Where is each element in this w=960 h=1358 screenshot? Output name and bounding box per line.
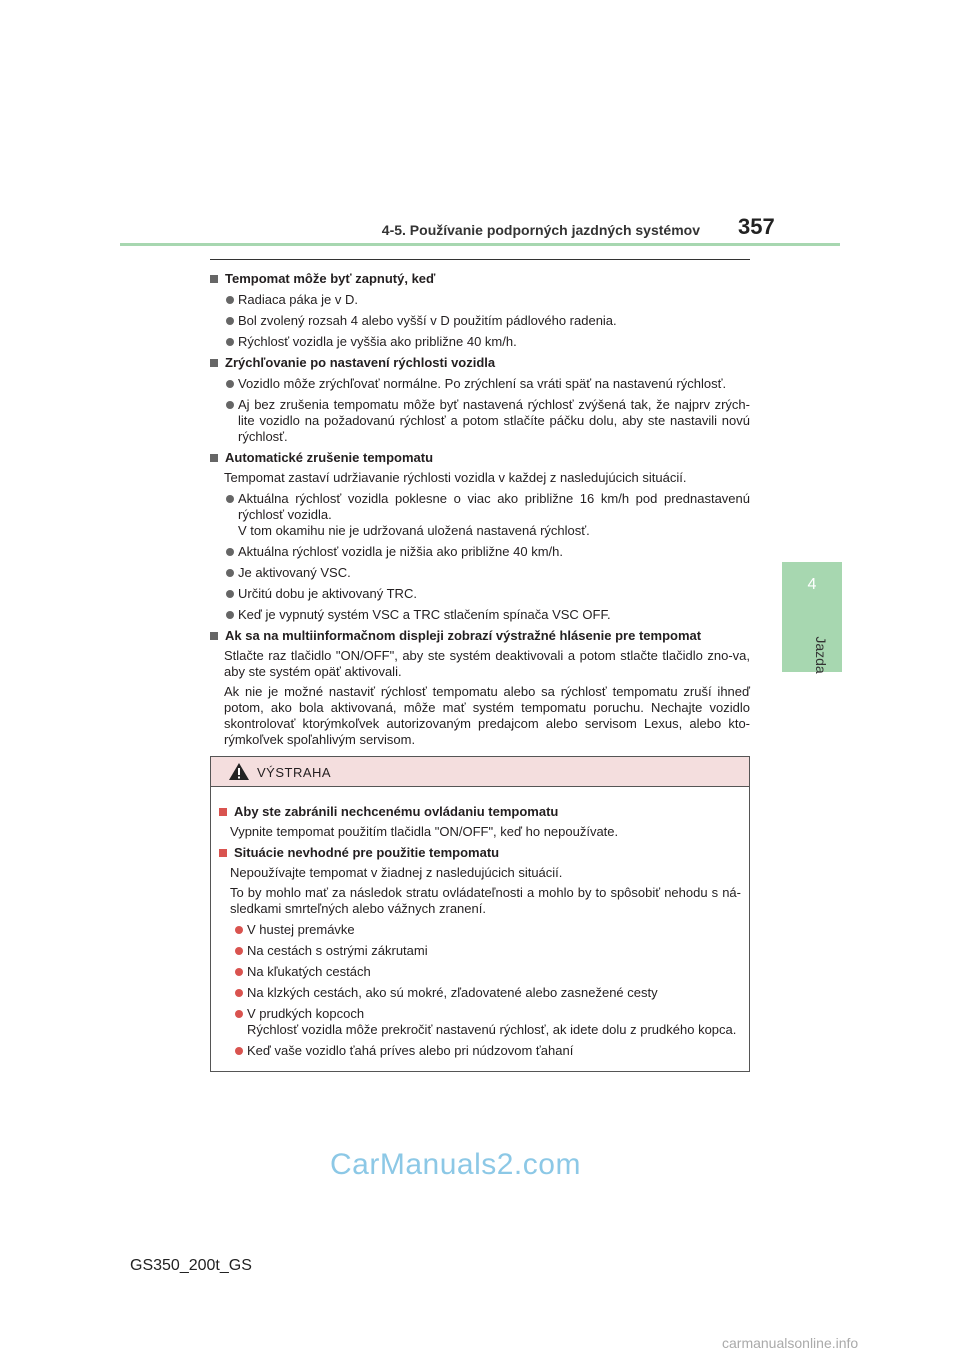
warning-content [219, 799, 741, 1064]
bullet-item: Aj bez zrušenia tempomatu môže byť nastavená rýchlosť zvýšená tak, že najprv zrých-lite vozidlo na požadovanú rýchlosť a potom stlačíte páčku dolu, aby ste nastavili novú rýchlosť. [210, 397, 750, 445]
bullet-item: Rýchlosť vozidla je vyššia ako približne 40 km/h. [210, 334, 750, 350]
main-content [210, 266, 750, 752]
paragraph: Ak nie je možné nastaviť rýchlosť tempomatu alebo sa rýchlosť tempomatu zruší ihneď potom, ako bola aktivovaná, môže mať systém tempomatu poruchu. Nechajte vozidlo skontrolovať ktorýmkoľvek autorizovaným predajcom alebo servisom Lexus, alebo kto-rýmkoľvek spoľahlivým servisom. [224, 684, 750, 747]
paragraph: Tempomat zastaví udržiavanie rýchlosti vozidla v každej z nasledujúcich situácií. [224, 470, 687, 485]
content-top-rule [210, 259, 750, 260]
warning-triangle-icon [228, 762, 250, 781]
watermark-carmanuals2: CarManuals2.com [330, 1148, 581, 1181]
warning-box [210, 756, 750, 1072]
bullet-line: Aktuálna rýchlosť vozidla poklesne o viac ako približne 16 km/h pod prednastavenú rýchlosť vozidla. [238, 491, 750, 522]
bullet-item: Aktuálna rýchlosť vozidla je nižšia ako približne 40 km/h. [210, 544, 750, 560]
section-heading: Aby ste zabránili nechcenému ovládaniu tempomatu [219, 804, 741, 820]
bullet-line: V prudkých kopcoch [247, 1006, 365, 1021]
bullet-item [210, 491, 750, 539]
paragraph: Vypnite tempomat použitím tlačidla "ON/OFF", keď ho nepoužívate. [230, 824, 619, 839]
chapter-number: 4 [807, 576, 817, 593]
chapter-label: Jazda [813, 636, 829, 674]
section-heading: Zrýchľovanie po nastavení rýchlosti vozidla [210, 355, 750, 371]
section-heading: Tempomat môže byť zapnutý, keď [210, 271, 750, 287]
bullet-item [219, 1006, 741, 1038]
bullet-item: Bol zvolený rozsah 4 alebo vyšší v D použitím pádlového radenia. [210, 313, 750, 329]
section-header-title: 4-5. Používanie podporných jazdných systémov [381, 222, 700, 238]
section-heading: Ak sa na multiinformačnom displeji zobrazí výstražné hlásenie pre tempomat [210, 628, 750, 644]
bullet-item: Určitú dobu je aktivovaný TRC. [210, 586, 750, 602]
paragraph: Nepoužívajte tempomat v žiadnej z nasledujúcich situácií. [230, 865, 563, 880]
bullet-item: Keď je vypnutý systém VSC a TRC stlačením spínača VSC OFF. [210, 607, 750, 623]
warning-title: VÝSTRAHA [257, 765, 332, 780]
paragraph: To by mohlo mať za následok stratu ovládateľnosti a mohlo by to spôsobiť nehodu s ná-sledkami smrteľných alebo vážnych zranení. [230, 885, 741, 916]
watermark-carmanualsonline: carmanualsonline.info [722, 1335, 859, 1351]
bullet-item: Je aktivovaný VSC. [210, 565, 750, 581]
bullet-line: Rýchlosť vozidla môže prekročiť nastavenú rýchlosť, ak idete dolu z prudkého kopca. [247, 1022, 737, 1037]
bullet-item: Keď vaše vozidlo ťahá príves alebo pri núdzovom ťahaní [219, 1043, 741, 1059]
bullet-item: V hustej premávke [219, 922, 741, 938]
header-rule [120, 243, 840, 246]
bullet-item: Radiaca páka je v D. [210, 292, 750, 308]
model-code: GS350_200t_GS [130, 1257, 252, 1274]
paragraph: Stlačte raz tlačidlo "ON/OFF", aby ste systém deaktivovali a potom stlačte tlačidlo zno-va, aby ste systém opäť aktivovali. [224, 648, 750, 679]
bullet-item: Na kľukatých cestách [219, 964, 741, 980]
section-heading: Automatické zrušenie tempomatu [210, 450, 750, 466]
bullet-item: Na klzkých cestách, ako sú mokré, zľadovatené alebo zasnežené cesty [219, 985, 741, 1001]
section-heading: Situácie nevhodné pre použitie tempomatu [219, 845, 741, 861]
bullet-line: V tom okamihu nie je udržovaná uložená nastavená rýchlosť. [238, 523, 590, 538]
page-number: 357 [738, 214, 775, 239]
warning-header [211, 757, 749, 787]
bullet-item: Vozidlo môže zrýchľovať normálne. Po zrýchlení sa vráti späť na nastavenú rýchlosť. [210, 376, 750, 392]
bullet-item: Na cestách s ostrými zákrutami [219, 943, 741, 959]
